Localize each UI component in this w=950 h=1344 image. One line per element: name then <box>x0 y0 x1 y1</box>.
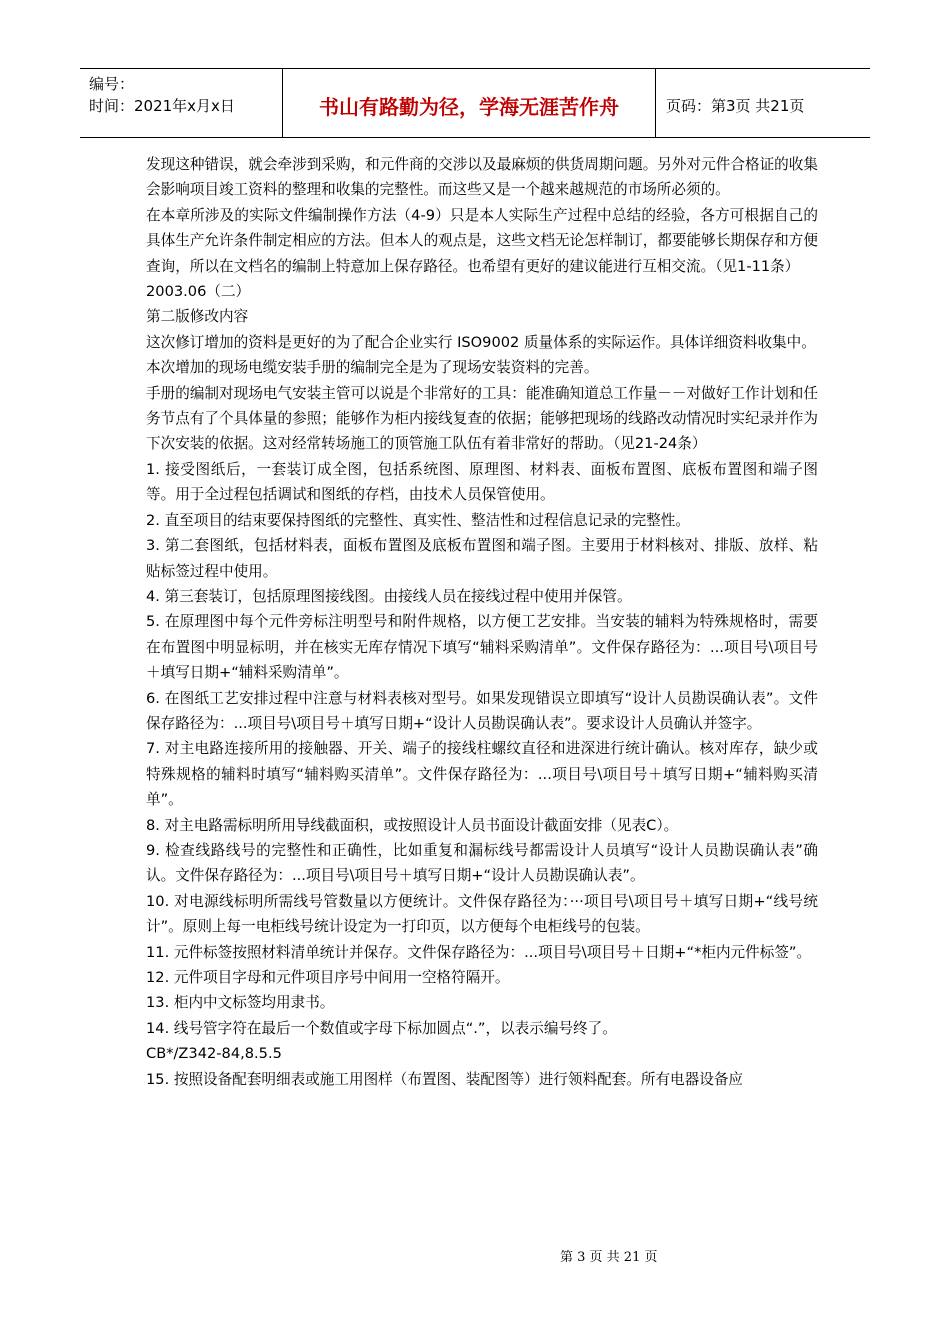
number-label: 编号： <box>89 75 135 93</box>
list-item: 3. 第二套图纸，包括材料表，面板布置图及底板布置图和端子图。主要用于材料核对、排版、放样、粘贴标签过程中使用。 <box>146 537 818 580</box>
list-item: 9. 检查线路线号的完整性和正确性，比如重复和漏标线号都需设计人员填写“设计人员勘误确认表”确认。文件保存路径为：...项目号\项目号＋填写日期+“设计人员勘误确认表”。 <box>146 841 818 885</box>
standard-reference: CB*/Z342-84,8.5.5 <box>146 1045 282 1063</box>
list-item: 13. 柜内中文标签均用隶书。 <box>146 994 335 1012</box>
time-label: 时间：2021年x月x日 <box>89 97 235 115</box>
paragraph: 手册的编制对现场电气安装主管可以说是个非常好的工具：能准确知道总工作量－－对做好工作计划和任务节点有了个具体量的参照；能够作为柜内接线复查的依据；能够把现场的线路改动情况时实纪录并作为下次安装的依据。这对经常转场施工的顶管施工队伍有着非常好的帮助。（见21-24条） <box>146 384 818 453</box>
paragraph: 第二版修改内容 <box>146 308 249 326</box>
header-page-info: 页码：第3页 共21页 <box>666 96 805 115</box>
list-item: 11. 元件标签按照材料清单统计并保存。文件保存路径为：...项目号\项目号＋日期+“*柜内元件标签”。 <box>146 943 812 961</box>
list-item: 7. 对主电路连接所用的接触器、开关、端子的接线柱螺纹直径和进深进行统计确认。核对库存，缺少或特殊规格的辅料时填写“辅料购买清单”。文件保存路径为：...项目号\项目号＋填写日期+“辅料购买清单”。 <box>146 740 818 809</box>
header-motto: 书山有路勤为径，学海无涯苦作舟 <box>282 69 656 137</box>
list-item: 10. 对电源线标明所需线号管数量以方便统计。文件保存路径为：···项目号\项目号＋填写日期+“线号统计”。原则上每一电柜线号统计设定为一打印页，以方便每个电柜线号的包装。 <box>146 892 818 936</box>
page-footer: 第 3 页 共 21 页 <box>560 1250 658 1265</box>
paragraph: 在本章所涉及的实际文件编制操作方法（4-9）只是本人实际生产过程中总结的经验，各方可根据自己的具体生产允许条件制定相应的方法。但本人的观点是，这些文档无论怎样制订，都要能够长期保存和方便查询，所以在文档名的编制上特意加上保存路径。也希望有更好的建议能进行互相交流。（见1-11条） <box>146 206 818 275</box>
list-item: 2. 直至项目的结束要保持图纸的完整性、真实性、整洁性和过程信息记录的完整性。 <box>146 511 690 529</box>
page-header <box>80 68 870 138</box>
list-item: 14. 线号管字符在最后一个数值或字母下标加圆点“.”，以表示编号终了。 <box>146 1019 617 1037</box>
list-item: 12. 元件项目字母和元件项目序号中间用一空格符隔开。 <box>146 969 510 986</box>
document-body <box>146 152 818 1092</box>
list-item: 1. 接受图纸后，一套装订成全图，包括系统图、原理图、材料表、面板布置图、底板布置图和端子图等。用于全过程包括调试和图纸的存档，由技术人员保管使用。 <box>146 460 818 504</box>
paragraph: 2003.06（二） <box>146 283 251 301</box>
list-item: 5. 在原理图中每个元件旁标注明型号和附件规格，以方便工艺安排。当安装的辅料为特殊规格时，需要在布置图中明显标明，并在核实无库存情况下填写“辅料采购清单”。文件保存路径为：...项目号\项目号＋填写日期+“辅料采购清单”。 <box>146 613 818 682</box>
paragraph: 本次增加的现场电缆安装手册的编制完全是为了现场安装资料的完善。 <box>146 359 599 377</box>
list-item: 6. 在图纸工艺安排过程中注意与材料表核对型号。如果发现错误立即填写“设计人员勘误确认表”。文件保存路径为：...项目号\项目号＋填写日期+“设计人员勘误确认表”。要求设计人员确认并签字。 <box>146 689 818 732</box>
list-item: 8. 对主电路需标明所用导线截面积，或按照设计人员书面设计截面安排（见表C）。 <box>146 816 679 834</box>
header-meta <box>80 69 282 137</box>
list-item: 15. 按照设备配套明细表或施工用图样（布置图、装配图等）进行领料配套。所有电器设备应 <box>146 1070 744 1088</box>
paragraph: 发现这种错误，就会牵涉到采购，和元件商的交涉以及最麻烦的供货周期问题。另外对元件合格证的收集会影响项目竣工资料的整理和收集的完整性。而这些又是一个越来越规范的市场所必须的。 <box>146 156 818 199</box>
list-item: 4. 第三套装订，包括原理图接线图。由接线人员在接线过程中使用并保管。 <box>146 587 632 605</box>
paragraph: 这次修订增加的资料是更好的为了配合企业实行 ISO9002 质量体系的实际运作。具体详细资料收集中。 <box>146 333 816 351</box>
